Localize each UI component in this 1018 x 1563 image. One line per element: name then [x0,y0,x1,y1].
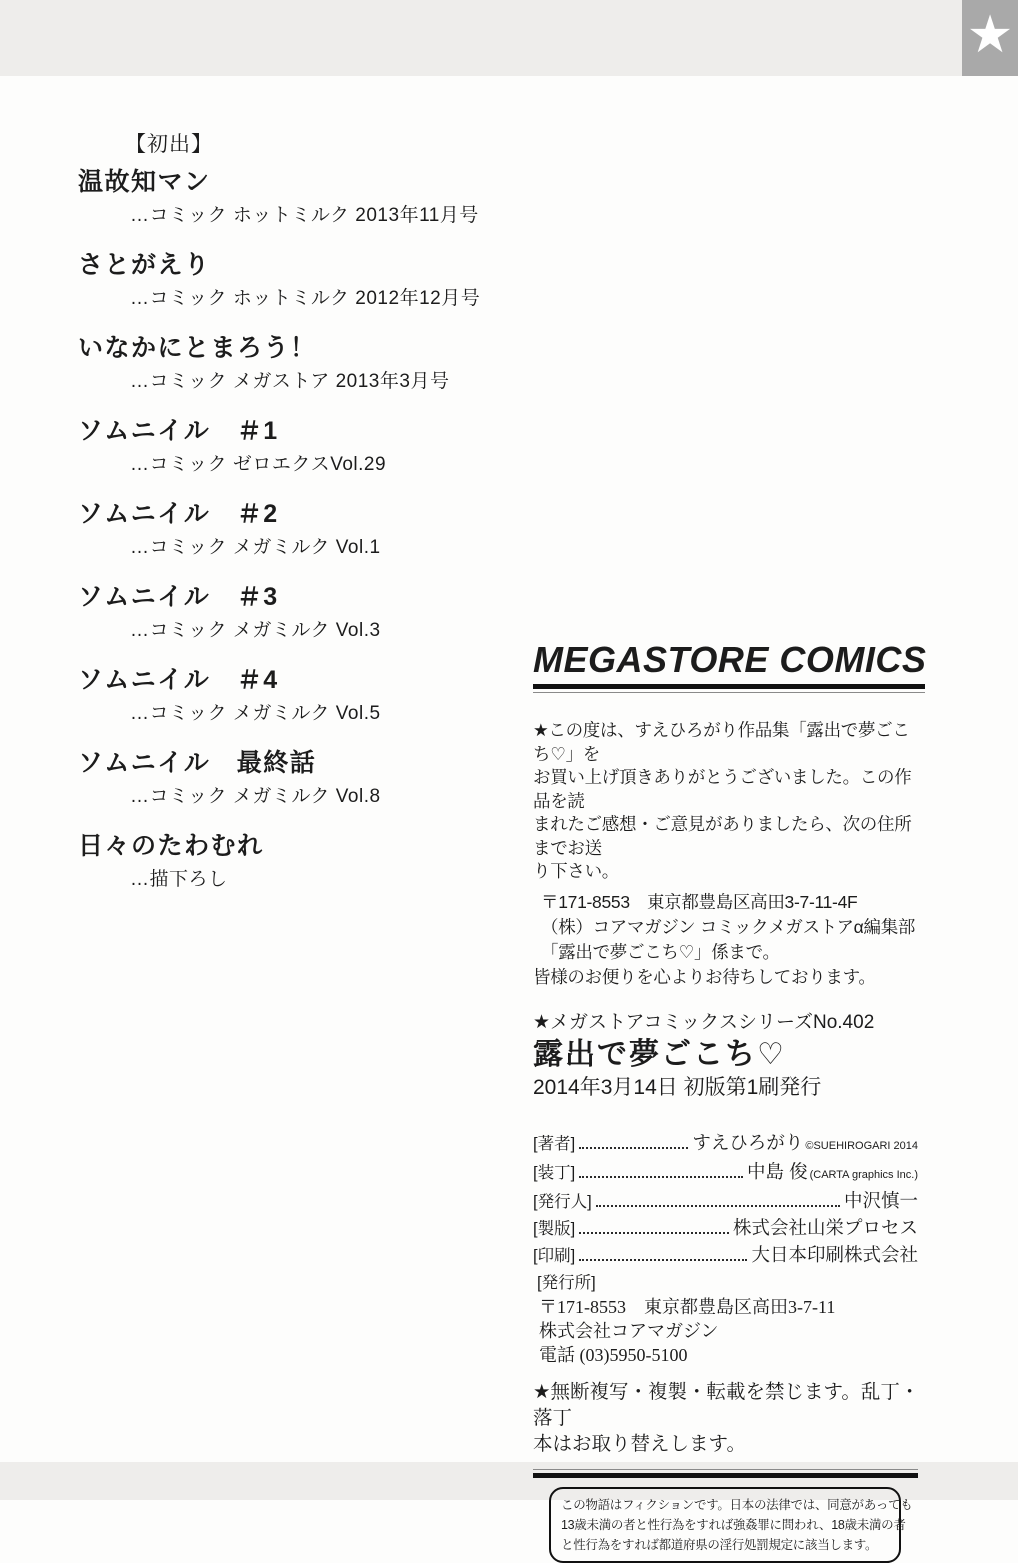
rule-thick [533,1473,918,1478]
publication-entry [78,249,528,312]
dotted-leader [596,1205,840,1207]
feedback-address [533,890,925,965]
publication-entry [78,664,528,727]
work-source: …コミック メガミルク Vol.5 [130,703,381,724]
work-title: ソムニイル 最終話 [78,749,317,777]
address-line: 「露出で夢ごこち♡」係まで。 [541,941,780,962]
credit-name: 大日本印刷株式会社 [751,1243,918,1265]
first-publication-heading: 【初出】 [125,133,213,156]
rule-thick [533,684,925,689]
first-publication-list [78,128,528,913]
work-source: …コミック メガストア 2013年3月号 [130,371,450,392]
dotted-leader [579,1232,729,1234]
series-number: ★メガストアコミックスシリーズNo.402 [533,1011,875,1033]
disclaimer-line: この物語はフィクションです。日本の法律では、同意があっても [561,1497,913,1512]
credit-label: [印刷] [533,1246,576,1265]
credit-name: 中島 俊 [746,1160,808,1182]
work-source: …コミック メガミルク Vol.3 [130,620,381,641]
credit-row [533,1159,918,1188]
rule-thin [533,692,925,693]
work-source: …コミック メガミルク Vol.8 [130,786,381,807]
work-source: …コミック ホットミルク 2012年12月号 [130,288,481,309]
rule-thin [533,1469,918,1470]
waiting-line: 皆様のお便りを心よりお待ちしております。 [533,966,876,987]
credit-label: [著者] [533,1134,576,1153]
work-title: 日々のたわむれ [78,832,264,860]
credit-name: すえひろがり [692,1131,804,1153]
credits-list [533,1130,918,1269]
publication-entry [78,166,528,229]
publisher-name: 株式会社コアマガジン [539,1320,719,1341]
dotted-leader [579,1147,688,1149]
work-title: ソムニイル ＃2 [78,500,279,528]
credit-row [533,1188,918,1215]
credit-row [533,1242,918,1269]
disclaimer-line: 13歳未満の者と性行為をすれば強姦罪に問われ、18歳未満の者 [561,1517,906,1532]
work-source: …コミック ホットミルク 2013年11月号 [130,205,479,226]
thanks-line: お買い上げ頂きありがとうございました。この作品を読 [533,767,912,811]
thanks-line: ★この度は、すえひろがり作品集「露出で夢ごこち♡」を [533,720,910,764]
thanks-line: まれたご感想・ご意見がありましたら、次の住所までお送 [533,814,912,858]
warning-line: ★無断複写・複製・転載を禁じます。乱丁・落丁 [533,1380,920,1429]
copyright-warning [533,1379,925,1457]
credit-note: ©SUEHIROGARI 2014 [805,1139,918,1152]
megastore-comics-logo: MEGASTORE COMICS [533,639,927,680]
publisher-block [533,1271,925,1367]
work-title: ソムニイル ＃4 [78,666,279,694]
work-source: …コミック ゼロエクスVol.29 [130,454,387,475]
address-line: （株）コアマガジン コミックメガストアα編集部 [541,916,916,937]
work-title: さとがえり [78,251,211,279]
work-title: いなかにとまろう！ [78,334,317,362]
dotted-leader [579,1259,747,1261]
corner-star-badge [962,0,1018,76]
disclaimer-line: と性行為をすれば都道府県の淫行処罰規定に該当します。 [561,1537,878,1552]
fiction-disclaimer-box [549,1487,913,1563]
warning-line: 本はお取り替えします。 [533,1432,746,1455]
work-source: …コミック メガミルク Vol.1 [130,537,381,558]
book-title: 露出で夢ごこち♡ [533,1037,786,1071]
printing-info: 2014年3月14日 初版第1刷発行 [533,1075,822,1099]
publisher-label: [発行所] [537,1273,596,1292]
address-line: 〒171-8553 東京都豊島区高田3-7-11-4F [541,891,858,912]
work-source: …描下ろし [130,869,228,890]
credit-row [533,1215,918,1242]
thanks-line: り下さい。 [533,861,619,881]
publication-entry [78,581,528,644]
credit-name: 株式会社山栄プロセス [732,1216,918,1238]
colophon-column [533,640,925,1563]
logo-rule [533,684,925,693]
publisher-phone: 電話 (03)5950-5100 [539,1344,688,1365]
thanks-paragraph [533,719,925,884]
credit-row [533,1130,918,1159]
bottom-rule [533,1469,918,1478]
credit-label: [発行人] [533,1192,592,1211]
publication-entry [78,747,528,810]
publisher-address: 〒171-8553 東京都豊島区高田3-7-11 [539,1296,836,1317]
credit-label: [製版] [533,1219,576,1238]
top-page-band [0,0,1018,76]
publication-entry [78,415,528,478]
star-icon: ★ [966,6,1014,64]
work-title: ソムニイル ＃3 [78,583,279,611]
credit-name: 中沢慎一 [843,1189,918,1211]
dotted-leader [579,1176,743,1178]
publication-entry [78,830,528,893]
work-title: 温故知マン [78,168,211,196]
credit-note: (CARTA graphics Inc.) [809,1168,918,1181]
credit-label: [装丁] [533,1163,576,1182]
publication-entry [78,332,528,395]
publication-entry [78,498,528,561]
work-title: ソムニイル ＃1 [78,417,279,445]
